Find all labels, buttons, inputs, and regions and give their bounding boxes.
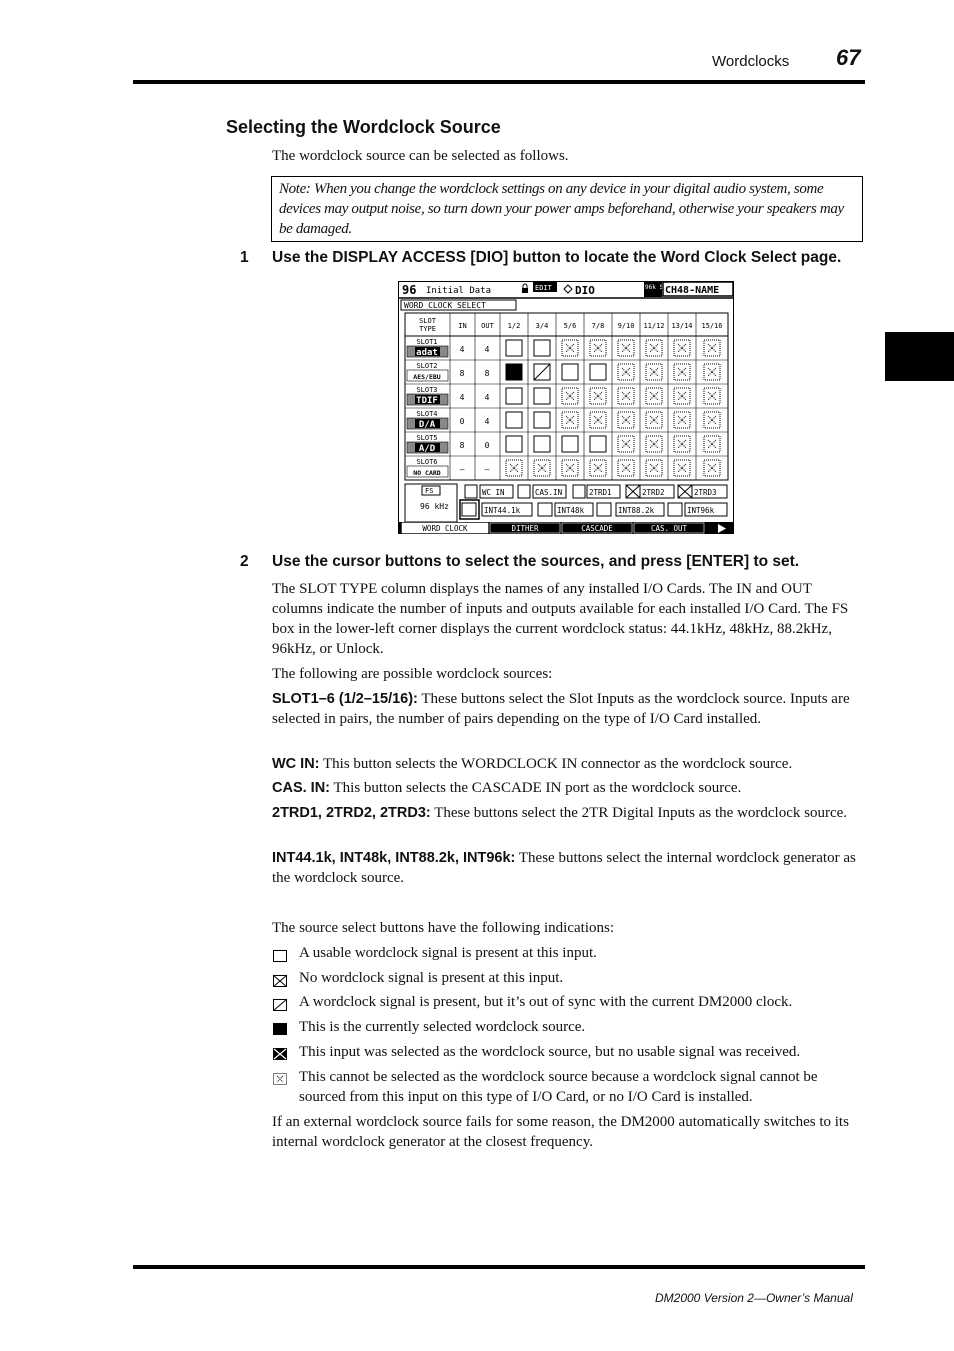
lcd-card-type: TDIF (416, 396, 438, 406)
step1-number: 1 (240, 249, 249, 266)
definition-text: These buttons select the 2TR Digital Inputs as the wordclock source. (434, 805, 848, 821)
lcd-source-box[interactable] (704, 340, 720, 356)
lcd-column-header: IN (458, 322, 467, 330)
lcd-source-box[interactable] (562, 460, 578, 476)
lcd-source-box[interactable] (506, 460, 522, 476)
step1-text: Use the DISPLAY ACCESS [DIO] button to locate the Word Clock Select page. (272, 249, 842, 266)
lcd-source-box[interactable] (562, 340, 578, 356)
lcd-source-box[interactable] (506, 388, 522, 404)
definition-term: CAS. IN: (272, 780, 330, 796)
lcd-slot-out: 0 (484, 441, 490, 450)
lcd-source-label: CAS.IN (535, 488, 563, 497)
lcd-source-box[interactable] (562, 436, 578, 452)
lcd-slot-label: SLOT6 (416, 458, 438, 466)
filled-crossed-box-icon (272, 1047, 288, 1061)
lcd-tabs (402, 523, 726, 533)
lcd-slot-out: 4 (484, 345, 490, 354)
step2-text: Use the cursor buttons to select the sources, and press [ENTER] to set. (272, 553, 800, 570)
lcd-source-box[interactable] (506, 340, 522, 356)
lcd-source-box[interactable] (618, 388, 634, 404)
lcd-card-type: D/A (418, 420, 436, 430)
lcd-slot-in: 0 (459, 417, 465, 426)
lcd-column-header: 11/12 (643, 322, 665, 330)
lcd-source-label: 2TRD3 (694, 488, 717, 497)
lcd-column-header: 3/4 (535, 322, 549, 330)
lcd-fs-label: FS (425, 487, 434, 495)
lcd-source-label: INT88.2k (618, 506, 655, 515)
lcd-source-box[interactable] (590, 412, 606, 428)
lcd-scene-name: Initial Data (426, 286, 492, 296)
lcd-column-header: OUT (481, 322, 494, 330)
lcd-source-box[interactable] (674, 436, 690, 452)
lcd-slot-label: SLOT5 (416, 434, 438, 442)
lcd-source-box[interactable] (668, 503, 682, 516)
lcd-source-box[interactable] (674, 388, 690, 404)
lcd-tab-label: CASCADE (581, 524, 613, 533)
paragraph-slot-type: The SLOT TYPE column displays the names of any installed I/O Cards. The IN and OUT columns indicate the number of inputs and outputs available for each installed I/O Card. The FS box in the lower-left corner displays the current wordclock status: 44.1kHz, 48kHz, 88.2kHz, 96kHz, or Unlock. (272, 581, 849, 657)
lcd-source-box[interactable] (618, 436, 634, 452)
lcd-source-box[interactable] (646, 436, 662, 452)
crossed-box-icon (272, 974, 288, 988)
definition-term: 2TRD1, 2TRD2, 2TRD3: (272, 805, 431, 821)
lcd-source-box[interactable] (646, 412, 662, 428)
lcd-source-box[interactable] (534, 436, 550, 452)
lcd-slot-out: 8 (484, 369, 490, 378)
dotted-box-icon (272, 1072, 288, 1086)
lcd-source-box[interactable] (534, 460, 550, 476)
lcd-column-header: 5/6 (563, 322, 577, 330)
lcd-column-header: 1/2 (507, 322, 521, 330)
definition-2trd (272, 803, 862, 823)
lcd-source-box[interactable] (462, 503, 476, 516)
lcd-slot-in: 8 (459, 369, 465, 378)
indication-text: This input was selected as the wordclock source, but no usable signal was received. (299, 1044, 801, 1060)
definition-text: These buttons select the internal wordclock generator as the wordclock source. (272, 850, 856, 886)
intro-paragraph: The wordclock source can be selected as follows. (272, 148, 569, 164)
indication-text: This cannot be selected as the wordclock source because a wordclock signal cannot be sourced from this input on this type of I/O Card, or no I/O Card is installed. (299, 1069, 818, 1105)
lcd-tab-label: DITHER (511, 524, 539, 533)
lcd-card-type: AES/EBU (413, 373, 441, 381)
lcd-source-box[interactable] (506, 364, 522, 380)
running-header-section: Wordclocks (712, 53, 790, 70)
lcd-tab-label: WORD CLOCK (422, 524, 468, 533)
lcd-source-box[interactable] (506, 412, 522, 428)
lcd-page-title: WORD CLOCK SELECT (404, 301, 486, 310)
lcd-source-box[interactable] (597, 503, 611, 516)
lcd-column-header: SLOT (419, 317, 436, 325)
lcd-source-box[interactable] (562, 412, 578, 428)
lcd-source-box[interactable] (618, 460, 634, 476)
definition-slot (272, 689, 862, 729)
lcd-source-box[interactable] (704, 460, 720, 476)
lcd-card-type: A/D (418, 444, 436, 454)
lcd-column-header: TYPE (419, 325, 436, 333)
lcd-slot-label: SLOT1 (416, 338, 438, 346)
lcd-slot-in: 8 (459, 441, 465, 450)
header-rule (133, 80, 865, 84)
lcd-slot-label: SLOT2 (416, 362, 438, 370)
lcd-source-box[interactable] (590, 364, 606, 380)
lcd-source-box[interactable] (465, 485, 477, 498)
lcd-source-box[interactable] (646, 364, 662, 380)
lcd-source-label: INT48k (557, 506, 585, 515)
lcd-source-box[interactable] (618, 412, 634, 428)
definition-term: INT44.1k, INT48k, INT88.2k, INT96k: (272, 850, 516, 866)
note-box: Note: When you change the wordclock settings on any device in your digital audio system, some devices may output noise, so turn down your power amps beforehand, otherwise your speakers may be damaged. (271, 176, 863, 242)
indication-text: This is the currently selected wordclock source. (299, 1019, 586, 1035)
lcd-channel: CH48-NAME (665, 285, 720, 296)
lcd-source-box[interactable] (646, 460, 662, 476)
lcd-slot-out: – (484, 465, 490, 474)
lcd-source-box[interactable] (674, 364, 690, 380)
lcd-source-box[interactable] (590, 460, 606, 476)
lcd-source-box[interactable] (646, 388, 662, 404)
lcd-column-header: 13/14 (671, 322, 693, 330)
lcd-source-box[interactable] (562, 388, 578, 404)
lcd-source-box[interactable] (674, 460, 690, 476)
lcd-source-box[interactable] (538, 503, 552, 516)
lcd-source-label: INT44.1k (484, 506, 521, 515)
lcd-source-box[interactable] (704, 364, 720, 380)
definition-term: SLOT1–6 (1/2–15/16): (272, 691, 418, 707)
lcd-slot-label: SLOT3 (416, 386, 438, 394)
lcd-source-box[interactable] (646, 340, 662, 356)
lock-icon-body (522, 288, 528, 293)
lcd-source-label: 2TRD1 (589, 488, 612, 497)
word-clock-select-screen (398, 281, 734, 534)
indication-text: A usable wordclock signal is present at this input. (299, 945, 597, 961)
definition-cas-in (272, 778, 862, 798)
lcd-column-header: 7/8 (591, 322, 605, 330)
lcd-source-box[interactable] (534, 340, 550, 356)
lcd-slot-in: 4 (459, 345, 465, 354)
lcd-fs-value: 96 kHz (420, 502, 449, 511)
chapter-thumb-tab (885, 332, 954, 381)
section-heading: Selecting the Wordclock Source (226, 117, 501, 137)
lcd-source-label: INT96k (687, 506, 715, 515)
lcd-source-box[interactable] (704, 388, 720, 404)
definition-text: These buttons select the Slot Inputs as the wordclock source. Inputs are selected in pairs, the number of pairs depending on the type of I/O Card installed. (272, 691, 850, 727)
lcd-edit-badge: EDIT (535, 284, 552, 292)
paragraph-sources-intro: The following are possible wordclock sources: (272, 666, 553, 682)
step2-number: 2 (240, 553, 249, 570)
empty-box-icon (272, 949, 288, 963)
lcd-source-box[interactable] (534, 388, 550, 404)
lcd-source-box[interactable] (573, 485, 585, 498)
lcd-tab-label: CAS. OUT (650, 524, 688, 533)
paragraph-fallback: If an external wordclock source fails for some reason, the DM2000 automatically switches to its internal wordclock generator at the closest frequency. (272, 1114, 849, 1150)
lcd-source-label: 2TRD2 (642, 488, 665, 497)
lcd-source-box[interactable] (674, 412, 690, 428)
indication-text: No wordclock signal is present at this input. (299, 970, 564, 986)
lcd-source-box[interactable] (618, 340, 634, 356)
definition-text: This button selects the WORDCLOCK IN connector as the wordclock source. (323, 756, 793, 772)
definition-term: WC IN: (272, 756, 320, 772)
lcd-source-label: WC IN (482, 488, 505, 497)
lcd-scene-number: 96 (402, 283, 417, 297)
lcd-slot-out: 4 (484, 417, 490, 426)
lcd-source-box[interactable] (704, 436, 720, 452)
lcd-column-header: 9/10 (617, 322, 635, 330)
indication-text: A wordclock signal is present, but it’s out of sync with the current DM2000 clock. (299, 994, 793, 1010)
lcd-source-box[interactable] (674, 340, 690, 356)
lcd-source-box[interactable] (534, 412, 550, 428)
footer-manual-title: DM2000 Version 2—Owner’s Manual (655, 1291, 853, 1305)
lcd-slot-out: 4 (484, 393, 490, 402)
lcd-card-type: adat (416, 348, 438, 358)
slashed-box-icon (272, 998, 288, 1012)
lcd-card-type: NO CARD (413, 469, 441, 477)
lcd-source-box[interactable] (704, 412, 720, 428)
definition-int (272, 848, 862, 888)
lcd-source-box[interactable] (590, 340, 606, 356)
definition-wc-in (272, 754, 862, 774)
filled-box-icon (272, 1022, 288, 1036)
lcd-source-box[interactable] (590, 436, 606, 452)
lcd-slot-label: SLOT4 (416, 410, 438, 418)
lcd-slot-in: – (459, 465, 465, 474)
definition-text: This button selects the CASCADE IN port as the wordclock source. (333, 780, 742, 796)
lcd-source-box[interactable] (562, 364, 578, 380)
lcd-fs-badge: 96k ST (645, 284, 667, 291)
lcd-slot-in: 4 (459, 393, 465, 402)
lcd-source-box[interactable] (590, 388, 606, 404)
lcd-source-box[interactable] (518, 485, 530, 498)
lcd-page-name: DIO (575, 284, 595, 297)
lcd-column-header: 15/16 (701, 322, 723, 330)
paragraph-indications-intro: The source select buttons have the following indications: (272, 920, 614, 936)
lcd-source-box[interactable] (506, 436, 522, 452)
page-number: 67 (836, 45, 861, 70)
footer-rule (133, 1265, 865, 1269)
lcd-source-box[interactable] (618, 364, 634, 380)
